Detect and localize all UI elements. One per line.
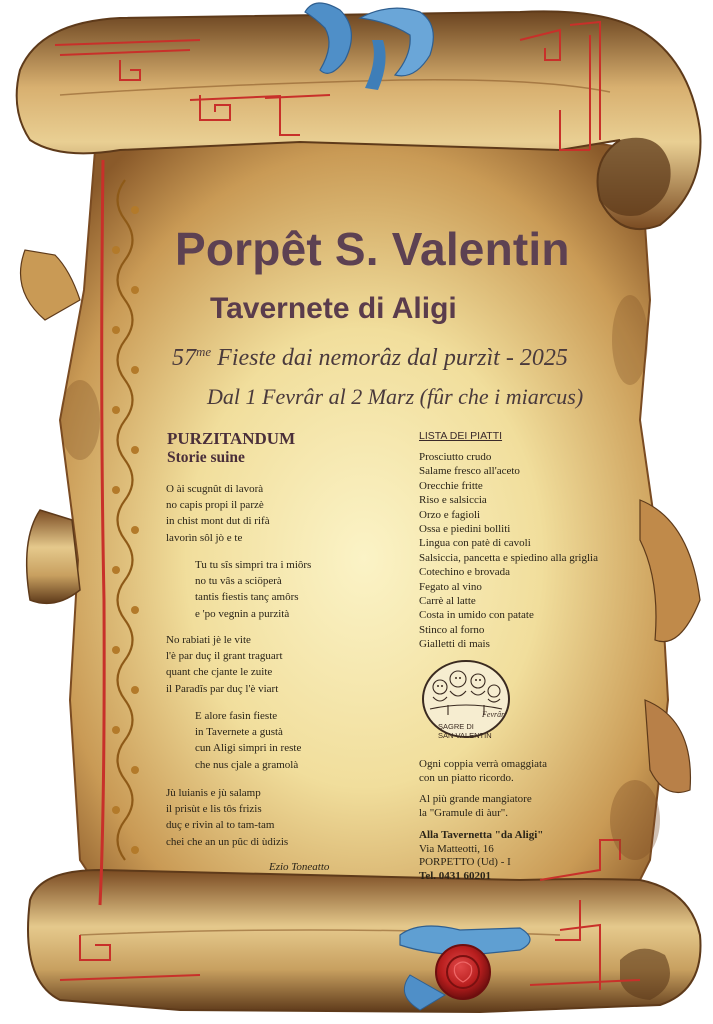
poem-line: tantis fiestis tanç amôrs: [195, 591, 299, 604]
festival-stamp-logo: [418, 657, 514, 745]
poem-line: E alore fasìn fieste: [195, 710, 278, 722]
menu-item: Stinco al forno: [419, 623, 485, 636]
menu-item: Salsiccia, pancetta e spiedino alla griglia: [419, 551, 598, 564]
menu-item: Gialletti di mais: [419, 638, 490, 651]
event-dates: Dal 1 Fevrâr al 2 Marz (fûr che i miarcus): [207, 384, 584, 409]
menu-item: Carrè al latte: [419, 595, 476, 608]
address-block: [419, 829, 543, 883]
menu-item: Costa in umido con patate: [419, 609, 534, 622]
menu-item: Prosciutto crudo: [419, 451, 492, 463]
menu-item: Fegato al vino: [419, 580, 482, 593]
poem-line: no capis propi il parzè: [166, 499, 264, 512]
menu-heading: LISTA DEI PIATTI: [419, 430, 503, 442]
poem-stanza: [166, 785, 288, 850]
venue-phone: Tel. 0431 60201: [419, 869, 492, 882]
poem-line: e 'po vegnin a purzità: [195, 607, 290, 620]
edition-suffix: me: [196, 344, 212, 359]
poem-line: Tu tu sîs simpri tra i miôrs: [195, 559, 312, 571]
poem-line: il Paradîs par duç l'è viart: [166, 682, 279, 695]
poem-stanza: [166, 481, 270, 546]
menu-item: Cotechino e brovada: [419, 566, 511, 579]
poem-line: no tu vâs a sciöperà: [195, 575, 282, 588]
menu-item: Riso e salsiccia: [419, 494, 487, 507]
event-title: Porpêt S. Valentin: [175, 223, 570, 275]
poem-line: cun Aligi simpri in reste: [195, 742, 302, 755]
menu-item: Ossa e piedini bolliti: [419, 523, 511, 536]
prize-note-line: la "Gramule di àur".: [419, 806, 509, 819]
menu-list: [419, 450, 598, 652]
poem-subheading: Storie suine: [167, 449, 245, 466]
poem-heading: PURZITANDUM: [167, 429, 296, 448]
menu-item: Lingua con patè di cavoli: [419, 537, 531, 550]
prize-note: [419, 793, 532, 820]
poem-line: duç e rivin al to tam-tam: [166, 819, 275, 832]
menu-item: Orecchie fritte: [419, 479, 483, 492]
poem-line: in chist mont dut di rifà: [166, 515, 270, 528]
edition-text: Fieste dai nemorâz dal purzìt - 2025: [217, 345, 568, 371]
menu-item: Salame fresco all'aceto: [419, 465, 520, 478]
edition-line: [172, 344, 632, 372]
poem-line: chei che an un pûc di ùdizis: [166, 835, 289, 848]
venue-city: PORPETTO (Ud) - I: [419, 856, 511, 869]
poem-line: in Tavernete a gustà: [195, 726, 283, 739]
stamp-line-1: SAGRE DI: [438, 722, 474, 731]
poem-line: O ài scugnût di lavorà: [166, 483, 264, 495]
edition-number: 57: [172, 345, 196, 371]
gift-note-line: con un piatto ricordo.: [419, 771, 514, 784]
poem-author: Ezio Toneatto: [269, 861, 330, 873]
venue-name: Alla Tavernetta "da Aligi": [419, 829, 544, 841]
poem-line: che nus cjale a gramolà: [195, 758, 299, 771]
gift-note: [419, 758, 547, 785]
poem-line: lavorìn sôl jò e te: [166, 531, 243, 544]
poem-stanza: [195, 708, 301, 773]
poem-line: l'è par duç il grant traguart: [166, 650, 283, 663]
poem-line: Jù luianis e jù salamp: [166, 787, 261, 799]
poem-stanza: [166, 632, 283, 697]
poem-line: il prisùt e lis tôs frizis: [166, 803, 262, 816]
poem-stanza: [195, 557, 311, 622]
venue-street: Via Matteotti, 16: [419, 842, 494, 855]
stamp-month: Fevrâr: [482, 710, 505, 719]
poem-line: No rabiati jè le vite: [166, 634, 251, 646]
gift-note-line: Ogni coppia verrà omaggiata: [419, 758, 547, 770]
stamp-line-2: SAN VALENTIN: [438, 731, 492, 740]
prize-note-line: Al più grande mangiatore: [419, 793, 532, 805]
menu-item: Orzo e fagioli: [419, 508, 481, 521]
poem-line: quant che cjante le zuite: [166, 666, 273, 679]
venue-subtitle: Tavernete di Aligi: [210, 292, 457, 325]
